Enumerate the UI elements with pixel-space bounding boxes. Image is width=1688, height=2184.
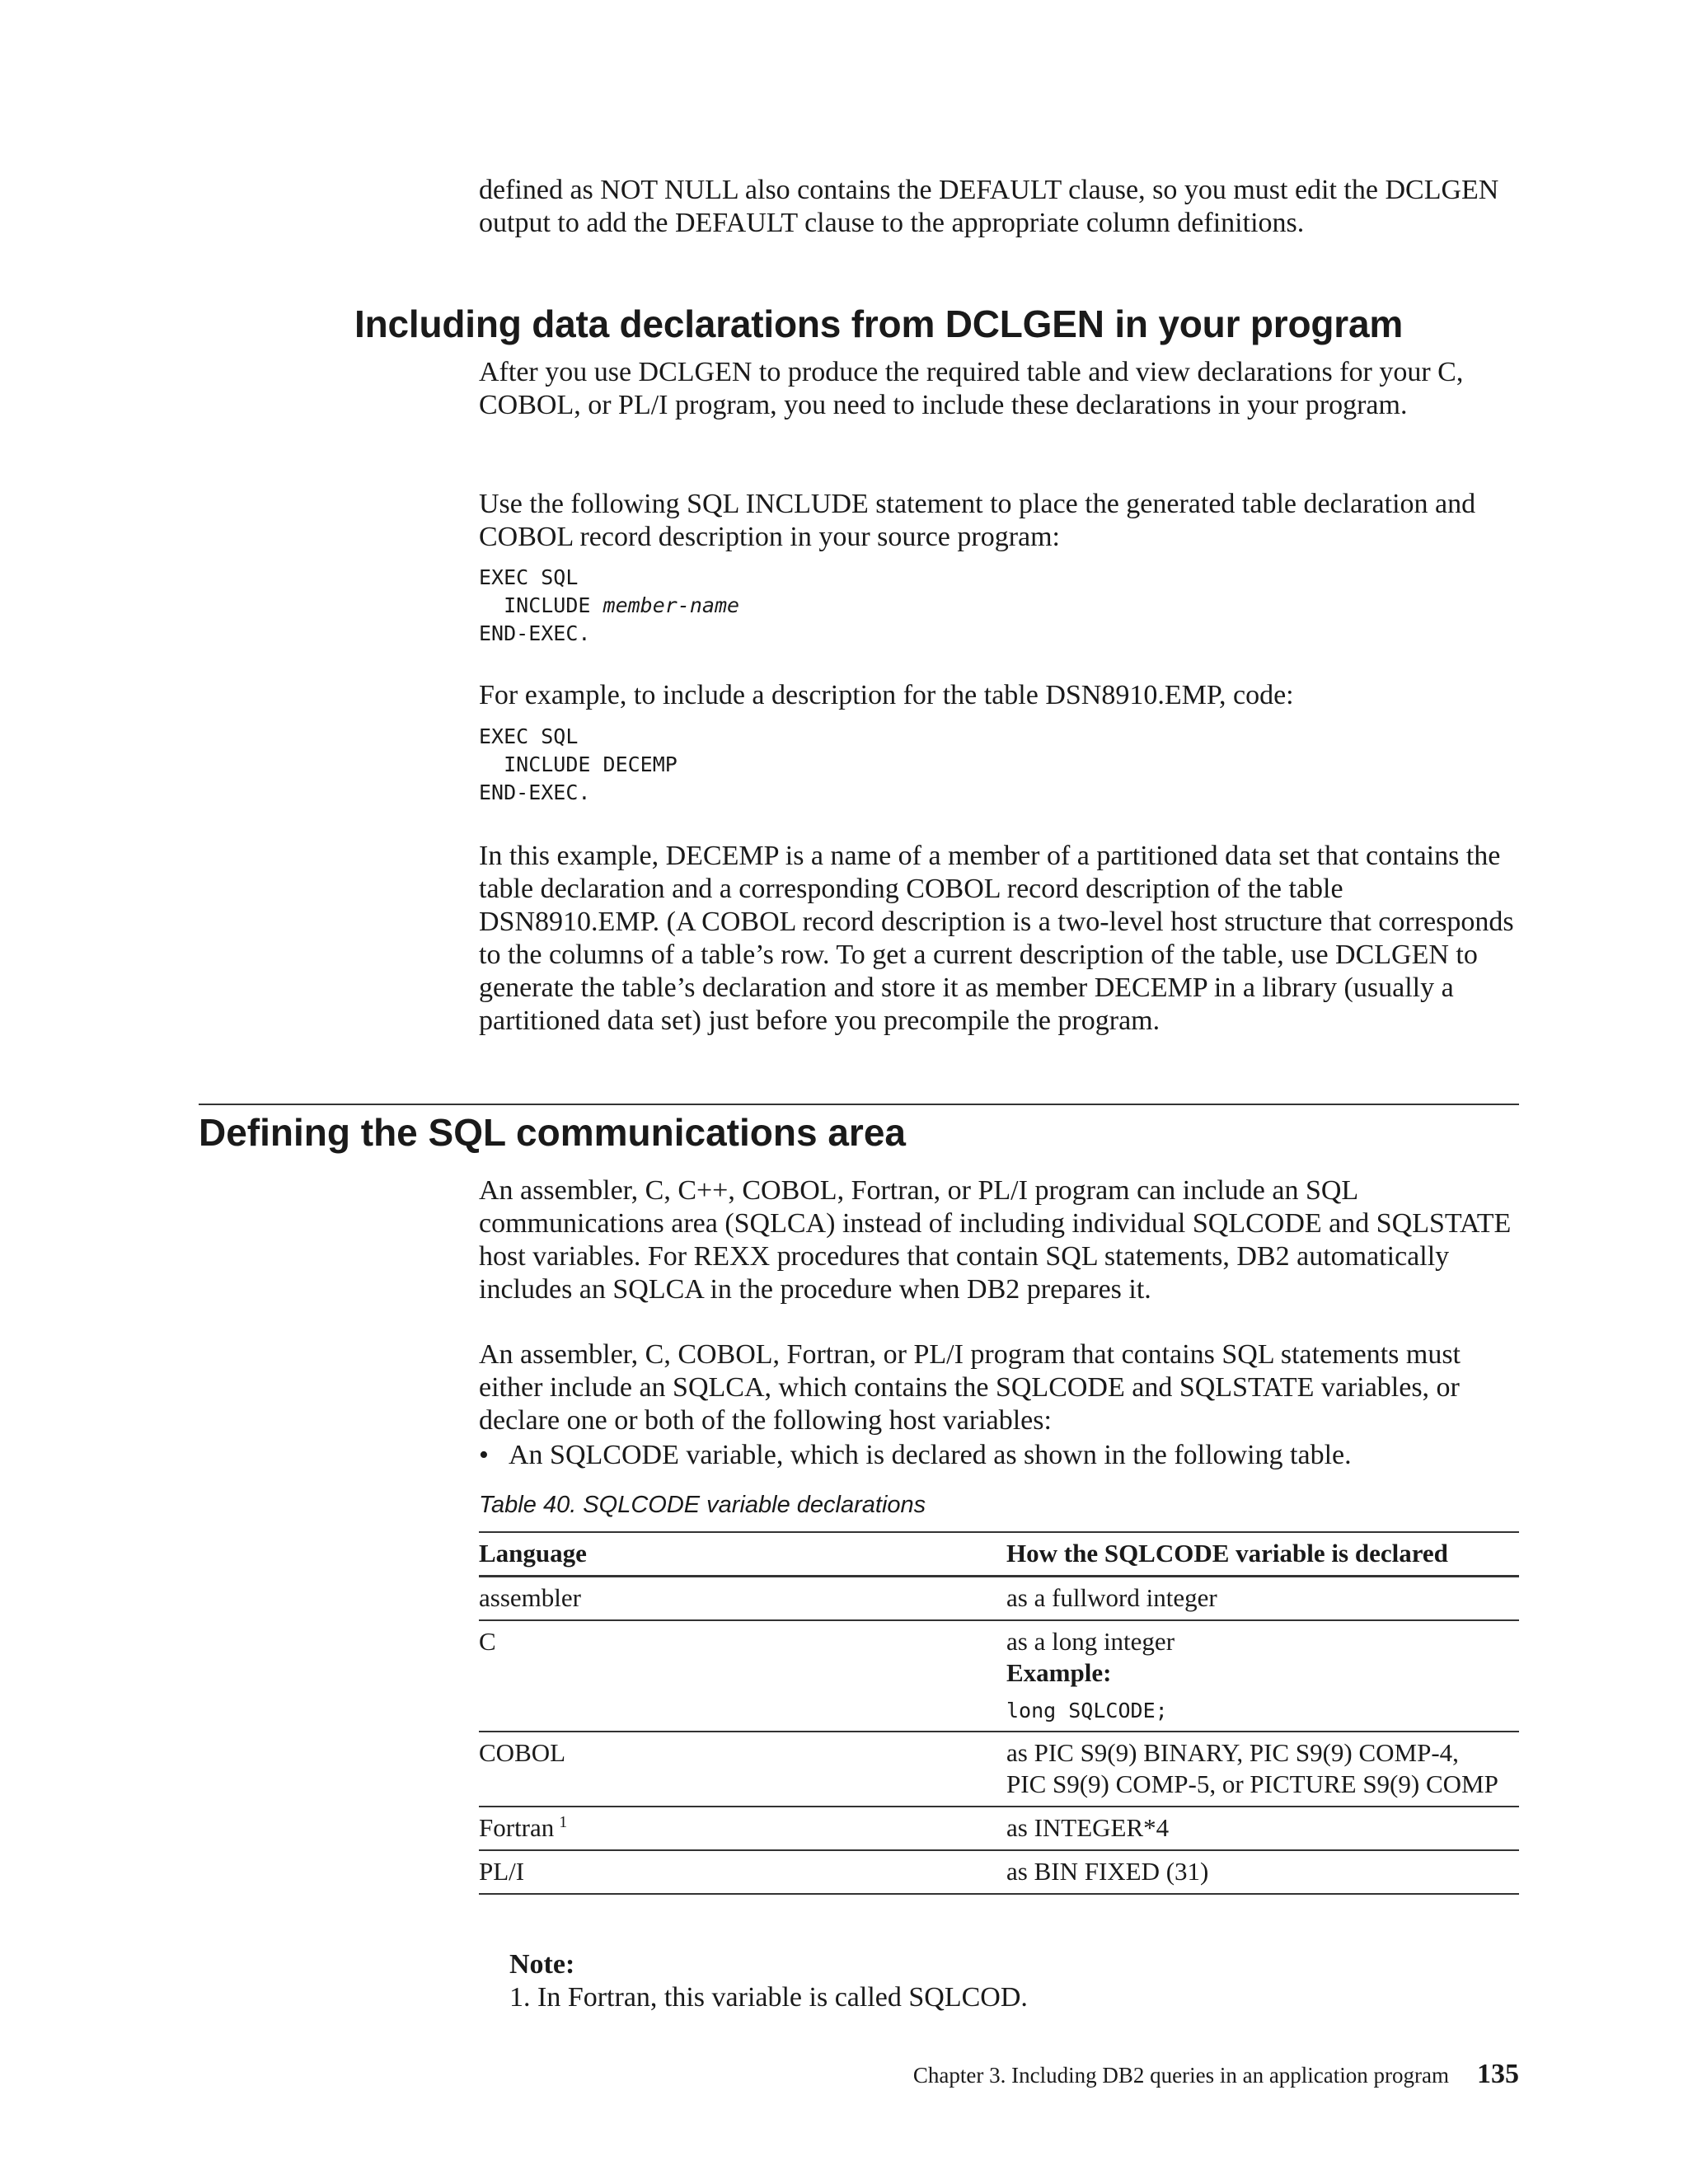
cell-language: assembler [479,1577,1006,1621]
bullet-marker: • [479,1440,489,1470]
cell-language: PL/I [479,1850,1006,1894]
column-header-language: Language [479,1532,1006,1577]
language-name: Fortran [479,1813,555,1842]
column-header-declaration: How the SQLCODE variable is declared [1006,1532,1519,1577]
page-number: 135 [1477,2059,1519,2089]
code-line: INCLUDE [479,593,603,617]
page-footer [841,2059,1519,2090]
code-block-include-member [479,564,1522,648]
cell-declaration: as a fullword integer [1006,1577,1519,1621]
code-line: INCLUDE DECEMP [479,752,678,776]
cell-language: COBOL [479,1732,1006,1807]
cell-declaration: as INTEGER*4 [1006,1807,1519,1850]
table-row [479,1577,1519,1621]
example-code: long SQLCODE; [1006,1699,1168,1722]
code-line: END-EXEC. [479,621,591,645]
section-heading-including-declarations: Including data declarations from DCLGEN in your program [354,302,1404,345]
code-line: EXEC SQL [479,724,579,748]
paragraph-in-this-example: In this example, DECEMP is a name of a member of a partitioned data set that contains the table declaration and a corresponding COBOL record description of the table DSN8910.EMP. (A COBOL record description is a two-level host structure that corresponds to the columns of a table’s row. To get a current description of the table, use DCLGEN to generate the table’s declaration and store it as member DECEMP in a library (usually a partitioned data set) just before you precompile the program. [479,841,1514,1036]
table-header-row [479,1532,1519,1577]
note-label: Note: [509,1949,575,1980]
table-row [479,1850,1519,1894]
table-row [479,1732,1519,1807]
code-block-include-decemp [479,723,1522,807]
intro-paragraph: defined as NOT NULL also contains the DEFAULT clause, so you must edit the DCLGEN output to add the DEFAULT clause to the appropriate column definitions. [479,175,1499,238]
footnote-reference: 1 [559,1812,568,1831]
table-caption: Table 40. SQLCODE variable declarations [479,1492,926,1518]
bullet-text: An SQLCODE variable, which is declared as shown in the following table. [509,1440,1352,1470]
code-variable: member-name [603,593,740,617]
section-heading-sqlca: Defining the SQL communications area [199,1111,906,1154]
declaration-line: as PIC S9(9) BINARY, PIC S9(9) COMP-4, [1006,1738,1459,1767]
cell-declaration [1006,1620,1519,1732]
paragraph-sqlca-intro: An assembler, C, C++, COBOL, Fortran, or PL/I program can include an SQL communications area (SQLCA) instead of including individual SQLCODE and SQLSTATE host variables. For REXX procedures that contain SQL statements, DB2 automatically includes an SQLCA in the procedure when DB2 prepares it. [479,1175,1512,1305]
example-label: Example: [1006,1658,1112,1687]
cell-declaration: as BIN FIXED (31) [1006,1850,1519,1894]
cell-language [479,1807,1006,1850]
table-row [479,1620,1519,1732]
footer-chapter-title: Chapter 3. Including DB2 queries in an application program [912,2063,1449,2088]
cell-declaration [1006,1732,1519,1807]
code-line: END-EXEC. [479,780,591,804]
table-note [509,1948,1498,2014]
paragraph-after-dclgen: After you use DCLGEN to produce the required table and view declarations for your C, COBOL, or PL/I program, you need to include these declarations in your program. [479,357,1464,420]
paragraph-sqlca-requirement: An assembler, C, COBOL, Fortran, or PL/I program that contains SQL statements must either include an SQLCA, which contains the SQLCODE and SQLSTATE variables, or declare one or both of the following host variables: [479,1339,1461,1436]
paragraph-use-include: Use the following SQL INCLUDE statement to place the generated table declaration and COBOL record description in your source program: [479,489,1476,552]
declaration-line: PIC S9(9) COMP-5, or PICTURE S9(9) COMP [1006,1769,1498,1798]
paragraph-example: For example, to include a description for the table DSN8910.EMP, code: [479,680,1294,710]
code-line: EXEC SQL [479,565,579,589]
declaration-text: as a long integer [1006,1627,1175,1656]
cell-language: C [479,1620,1006,1732]
table-row [479,1807,1519,1850]
section-divider-rule [199,1104,1519,1105]
note-item: 1. In Fortran, this variable is called SQLCOD. [509,1982,1028,2013]
sqlcode-declarations-table [479,1531,1519,1895]
